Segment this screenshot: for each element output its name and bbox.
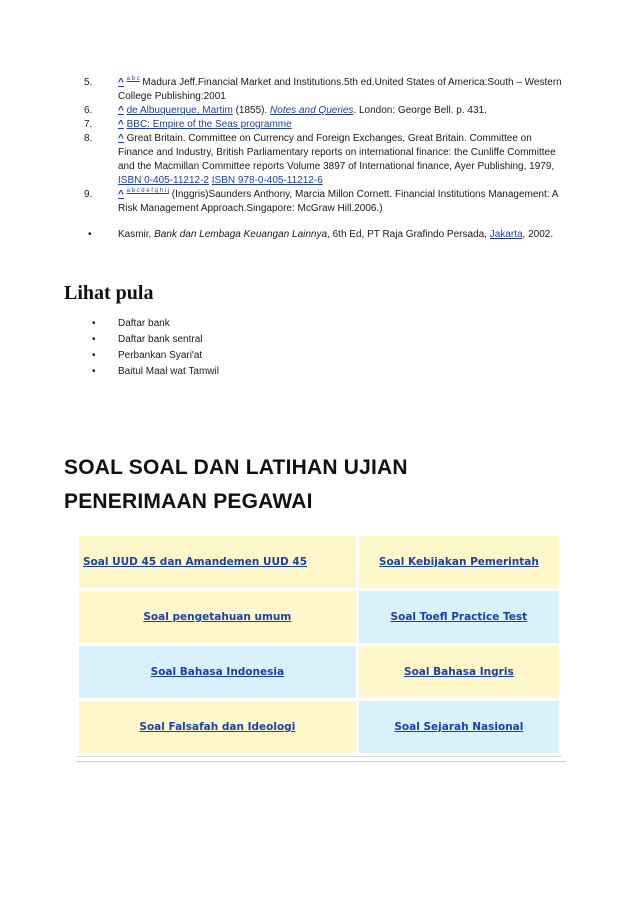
reference-text: (1855). [232,105,271,116]
table-cell [79,646,356,698]
bullet-icon: • [92,334,96,345]
table-bottom-rule [76,761,566,762]
bullet-icon: • [88,229,92,240]
reference-number: 8. [84,133,93,144]
section-heading-lihat-pula: Lihat pula [64,282,154,304]
soal-link[interactable]: Soal pengetahuan umum [143,611,292,623]
table-cell [359,701,559,753]
soal-link[interactable]: Soal Bahasa Ingris [404,666,514,678]
table-row [79,646,559,698]
list-item: • Baitul Maal wat Tamwil [88,364,219,380]
soal-link[interactable]: Soal Sejarah Nasional [394,721,524,733]
reference-number: 7. [84,119,93,130]
lihat-pula-list [88,316,219,380]
bibliography-item: • Kasmir, Bank dan Lembaga Keuangan Lainnya, 6th Ed, PT Raja Grafindo Persada, Jakarta, 2002. [88,229,554,240]
caret-link[interactable]: ^ [118,189,124,200]
table-cell [79,536,356,588]
caret-link[interactable]: ^ [118,119,124,130]
table-cell [79,701,356,753]
reference-text: (Inggris)Saunders Anthony, Marcia Millon Cornett. Financial Institutions Management: A Risk Management Approach.Singapore: McGraw Hill.2006.) [118,189,558,214]
table-cell [79,591,356,643]
table-cell [359,646,559,698]
caret-link[interactable]: ^ [118,77,124,88]
soal-section-title: SOAL SOAL DAN LATIHAN UJIAN PENERIMAAN PEGAWAI [64,456,408,513]
caret-link[interactable]: ^ [118,105,124,116]
publication-link[interactable]: Notes and Queries [270,105,354,116]
backlink-letters[interactable]: a b c d e f g h i j [126,188,169,194]
soal-link-table [76,533,562,756]
soal-link[interactable]: Soal UUD 45 dan Amandemen UUD 45 [83,556,308,568]
table-row [79,536,559,588]
soal-link[interactable]: Soal Falsafah dan Ideologi [139,721,296,733]
backlink-letters[interactable]: a b c [126,76,140,82]
table-row [79,701,559,753]
list-item: • Perbankan Syari'at [88,348,219,364]
bullet-icon: • [92,318,96,329]
reference-item [84,118,564,132]
bullet-icon: • [92,350,96,361]
book-title: Bank dan Lembaga Keuangan Lainnya [154,229,328,240]
table-cell [359,536,559,588]
soal-link[interactable]: Soal Kebijakan Pemerintah [378,556,539,568]
reference-number: 9. [84,189,93,200]
table-row [79,591,559,643]
isbn-link[interactable]: ISBN 0-405-11212-2 [118,175,209,186]
author-link[interactable]: de Albuquerque, Martim [126,105,233,116]
caret-link[interactable]: ^ [118,133,124,144]
bullet-icon: • [92,366,96,377]
reference-item [84,104,564,118]
jakarta-link[interactable]: Jakarta [489,229,523,240]
reference-number: 6. [84,105,93,116]
isbn-link[interactable]: ISBN 978-0-405-11212-6 [211,175,323,186]
table-cell [359,591,559,643]
reference-text: Madura Jeff.Financial Market and Institutions.5th ed.United States of America:South – Western College Publishing:2001 [118,77,562,102]
list-item: • Daftar bank sentral [88,332,219,348]
reference-item [84,188,564,216]
soal-link[interactable]: Soal Toefl Practice Test [390,611,528,623]
bbc-link[interactable]: BBC: Empire of the Seas programme [126,119,292,130]
reference-text: . London: George Bell. p. 431. [353,105,487,116]
reference-number: 5. [84,77,93,88]
soal-link[interactable]: Soal Bahasa Indonesia [150,666,285,678]
reference-item [84,76,564,104]
reference-text: Great Britain. Committee on Currency and Foreign Exchanges, Great Britain. Committee on Finance and Industry, British Parliamentary reports on international finance: the Cunliffe Committee and the Macmillan Committee reports Volume 3897 of International finance, Ayer Publishing, 1979, [118,133,556,172]
reference-item [84,132,564,188]
list-item: • Daftar bank [88,316,219,332]
reference-list [84,76,564,242]
